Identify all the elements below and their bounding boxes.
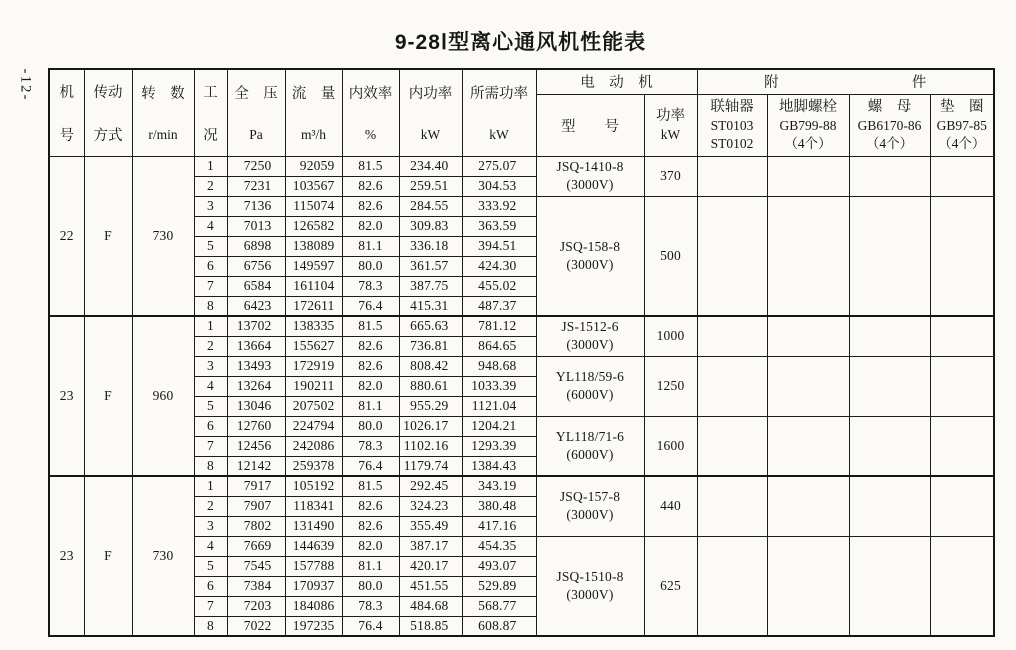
header-label: 型 号 bbox=[561, 118, 619, 135]
required-power-cell: 1033.39 bbox=[462, 376, 536, 396]
required-power-cell: 417.16 bbox=[462, 516, 536, 536]
header-spec: ST0102 bbox=[710, 135, 754, 151]
header-label: 所需功率 bbox=[470, 86, 528, 103]
header-spec: （4个） bbox=[938, 135, 986, 151]
efficiency-cell: 82.0 bbox=[342, 216, 399, 236]
table-row bbox=[49, 476, 994, 496]
condition-cell: 6 bbox=[194, 416, 227, 436]
pressure-cell: 13702 bbox=[227, 316, 285, 336]
pressure-cell: 12142 bbox=[227, 456, 285, 476]
efficiency-cell: 76.4 bbox=[342, 616, 399, 636]
flow-cell: 157788 bbox=[285, 556, 342, 576]
condition-cell: 6 bbox=[194, 576, 227, 596]
internal-power-cell: 387.17 bbox=[399, 536, 462, 556]
motor-model: YL118/59-6 bbox=[555, 368, 625, 384]
internal-power-cell: 1026.17 bbox=[399, 416, 462, 436]
required-power-cell: 1293.39 bbox=[462, 436, 536, 456]
motor-label bbox=[537, 318, 644, 354]
motor-model-cell bbox=[536, 356, 644, 416]
washer-cell bbox=[930, 536, 994, 636]
header-label-stack bbox=[768, 98, 849, 153]
internal-power-cell: 484.68 bbox=[399, 596, 462, 616]
header-label: 工 bbox=[203, 85, 218, 101]
header-label: 功率 bbox=[656, 107, 685, 124]
efficiency-cell: 78.3 bbox=[342, 596, 399, 616]
internal-power-cell: 420.17 bbox=[399, 556, 462, 576]
drive-cell: F bbox=[84, 316, 132, 476]
header-label: 转 数 bbox=[141, 86, 185, 103]
pressure-cell: 7203 bbox=[227, 596, 285, 616]
washer-cell bbox=[930, 416, 994, 476]
efficiency-cell: 78.3 bbox=[342, 436, 399, 456]
motor-model: JSQ-1510-8 bbox=[556, 568, 624, 584]
col-header-required-power bbox=[462, 69, 536, 156]
efficiency-cell: 82.6 bbox=[342, 196, 399, 216]
required-power-cell: 275.07 bbox=[462, 156, 536, 176]
coupling-cell bbox=[697, 356, 767, 416]
header-label-stack bbox=[400, 70, 462, 155]
motor-label bbox=[537, 238, 644, 274]
coupling-cell bbox=[697, 416, 767, 476]
header-unit: m³/h bbox=[300, 127, 327, 143]
nut-cell bbox=[849, 156, 930, 196]
motor-model-cell bbox=[536, 536, 644, 636]
washer-cell bbox=[930, 196, 994, 316]
flow-cell: 224794 bbox=[285, 416, 342, 436]
col-header-speed bbox=[132, 69, 194, 156]
motor-model: JSQ-157-8 bbox=[559, 489, 621, 505]
motor-model-cell bbox=[536, 416, 644, 476]
drive-cell: F bbox=[84, 476, 132, 636]
pressure-cell: 12760 bbox=[227, 416, 285, 436]
flow-cell: 144639 bbox=[285, 536, 342, 556]
efficiency-cell: 82.6 bbox=[342, 496, 399, 516]
motor-model: JS-1512-6 bbox=[561, 319, 619, 335]
required-power-cell: 568.77 bbox=[462, 596, 536, 616]
header-label-stack bbox=[343, 70, 399, 155]
efficiency-cell: 82.6 bbox=[342, 356, 399, 376]
header-label-stack bbox=[850, 98, 930, 153]
required-power-cell: 333.92 bbox=[462, 196, 536, 216]
condition-cell: 2 bbox=[194, 176, 227, 196]
anchor-bolt-cell bbox=[767, 356, 849, 416]
header-label-stack bbox=[463, 70, 536, 155]
pressure-cell: 6423 bbox=[227, 296, 285, 316]
header-label-stack bbox=[85, 70, 132, 155]
anchor-bolt-cell bbox=[767, 536, 849, 636]
condition-cell: 7 bbox=[194, 276, 227, 296]
nut-cell bbox=[849, 416, 930, 476]
coupling-header bbox=[697, 94, 767, 156]
motor-model-cell bbox=[536, 476, 644, 536]
header-label: 传动 bbox=[93, 85, 123, 101]
internal-power-cell: 1179.74 bbox=[399, 456, 462, 476]
efficiency-cell: 81.5 bbox=[342, 316, 399, 336]
internal-power-cell: 324.23 bbox=[399, 496, 462, 516]
pressure-cell: 7545 bbox=[227, 556, 285, 576]
col-header-pressure bbox=[227, 69, 285, 156]
condition-cell: 8 bbox=[194, 456, 227, 476]
flow-cell: 197235 bbox=[285, 616, 342, 636]
motor-voltage: (3000V) bbox=[566, 507, 614, 523]
anchor-bolt-cell bbox=[767, 156, 849, 196]
condition-cell: 2 bbox=[194, 336, 227, 356]
motor-power-cell: 440 bbox=[644, 476, 697, 536]
header-label: 全 压 bbox=[234, 86, 278, 103]
fan-performance-table bbox=[48, 68, 995, 637]
condition-cell: 5 bbox=[194, 396, 227, 416]
machine-no-cell: 22 bbox=[49, 156, 84, 316]
internal-power-cell: 355.49 bbox=[399, 516, 462, 536]
internal-power-cell: 451.55 bbox=[399, 576, 462, 596]
required-power-cell: 380.48 bbox=[462, 496, 536, 516]
flow-cell: 170937 bbox=[285, 576, 342, 596]
internal-power-cell: 309.83 bbox=[399, 216, 462, 236]
motor-power-cell: 1000 bbox=[644, 316, 697, 356]
coupling-cell bbox=[697, 316, 767, 356]
internal-power-cell: 284.55 bbox=[399, 196, 462, 216]
condition-cell: 4 bbox=[194, 376, 227, 396]
required-power-cell: 781.12 bbox=[462, 316, 536, 336]
flow-cell: 131490 bbox=[285, 516, 342, 536]
pressure-cell: 13046 bbox=[227, 396, 285, 416]
machine-no-cell: 23 bbox=[49, 316, 84, 476]
condition-cell: 8 bbox=[194, 296, 227, 316]
required-power-cell: 1204.21 bbox=[462, 416, 536, 436]
internal-power-cell: 259.51 bbox=[399, 176, 462, 196]
condition-cell: 7 bbox=[194, 596, 227, 616]
pressure-cell: 7907 bbox=[227, 496, 285, 516]
machine-no-cell: 23 bbox=[49, 476, 84, 636]
efficiency-cell: 82.0 bbox=[342, 536, 399, 556]
flow-cell: 259378 bbox=[285, 456, 342, 476]
header-unit: kW bbox=[420, 127, 441, 143]
coupling-cell bbox=[697, 156, 767, 196]
condition-cell: 6 bbox=[194, 256, 227, 276]
header-label: 内功率 bbox=[408, 86, 453, 103]
flow-cell: 126582 bbox=[285, 216, 342, 236]
header-unit: kW bbox=[489, 127, 509, 143]
flow-cell: 149597 bbox=[285, 256, 342, 276]
motor-voltage: (3000V) bbox=[566, 337, 614, 353]
condition-cell: 5 bbox=[194, 236, 227, 256]
condition-cell: 3 bbox=[194, 196, 227, 216]
col-header-condition bbox=[194, 69, 227, 156]
motor-model-header bbox=[536, 94, 644, 156]
motor-label bbox=[537, 428, 644, 464]
nut-cell bbox=[849, 536, 930, 636]
pressure-cell: 7669 bbox=[227, 536, 285, 556]
header-label: 况 bbox=[203, 127, 218, 144]
efficiency-cell: 76.4 bbox=[342, 456, 399, 476]
motor-power-cell: 625 bbox=[644, 536, 697, 636]
efficiency-cell: 80.0 bbox=[342, 256, 399, 276]
motor-label bbox=[537, 488, 644, 524]
condition-cell: 8 bbox=[194, 616, 227, 636]
condition-cell: 1 bbox=[194, 316, 227, 336]
header-label: 垫 圈 bbox=[940, 98, 984, 115]
motor-label bbox=[537, 158, 644, 194]
col-header-flow bbox=[285, 69, 342, 156]
washer-cell bbox=[930, 156, 994, 196]
condition-cell: 3 bbox=[194, 516, 227, 536]
header-unit: % bbox=[364, 127, 377, 143]
header-label-stack bbox=[645, 107, 697, 144]
nut-cell bbox=[849, 476, 930, 536]
col-header-efficiency bbox=[342, 69, 399, 156]
efficiency-cell: 81.1 bbox=[342, 236, 399, 256]
header-spec: （4个） bbox=[865, 135, 914, 151]
pressure-cell: 6584 bbox=[227, 276, 285, 296]
pressure-cell: 7250 bbox=[227, 156, 285, 176]
motor-power-cell: 370 bbox=[644, 156, 697, 196]
efficiency-cell: 81.1 bbox=[342, 556, 399, 576]
header-label: 附 bbox=[764, 75, 779, 92]
header-label-stack bbox=[698, 98, 767, 153]
condition-cell: 4 bbox=[194, 216, 227, 236]
nut-header bbox=[849, 94, 930, 156]
pressure-cell: 7384 bbox=[227, 576, 285, 596]
flow-cell: 138335 bbox=[285, 316, 342, 336]
accessories-group-header bbox=[697, 69, 994, 94]
motor-label bbox=[537, 568, 644, 604]
efficiency-cell: 81.5 bbox=[342, 156, 399, 176]
pressure-cell: 6756 bbox=[227, 256, 285, 276]
required-power-cell: 455.02 bbox=[462, 276, 536, 296]
required-power-cell: 493.07 bbox=[462, 556, 536, 576]
motor-power-header bbox=[644, 94, 697, 156]
drive-cell: F bbox=[84, 156, 132, 316]
flow-cell: 172611 bbox=[285, 296, 342, 316]
coupling-cell bbox=[697, 196, 767, 316]
condition-cell: 1 bbox=[194, 156, 227, 176]
accessories-group-label bbox=[698, 71, 994, 92]
flow-cell: 190211 bbox=[285, 376, 342, 396]
pressure-cell: 7802 bbox=[227, 516, 285, 536]
header-label: 机 bbox=[59, 85, 74, 101]
pressure-cell: 12456 bbox=[227, 436, 285, 456]
flow-cell: 172919 bbox=[285, 356, 342, 376]
table-header bbox=[49, 69, 994, 156]
pressure-cell: 13493 bbox=[227, 356, 285, 376]
header-spec: （4个） bbox=[784, 135, 832, 151]
condition-cell: 5 bbox=[194, 556, 227, 576]
internal-power-cell: 234.40 bbox=[399, 156, 462, 176]
header-unit: r/min bbox=[148, 127, 178, 143]
washer-cell bbox=[930, 356, 994, 416]
washer-header bbox=[930, 94, 994, 156]
efficiency-cell: 82.6 bbox=[342, 516, 399, 536]
header-label: 螺 母 bbox=[867, 98, 912, 115]
header-spec: GB799-88 bbox=[779, 117, 837, 133]
flow-cell: 184086 bbox=[285, 596, 342, 616]
anchor-bolt-cell bbox=[767, 416, 849, 476]
header-spec: GB97-85 bbox=[936, 117, 987, 133]
internal-power-cell: 415.31 bbox=[399, 296, 462, 316]
nut-cell bbox=[849, 316, 930, 356]
header-label: 联轴器 bbox=[710, 98, 754, 115]
motor-model-cell bbox=[536, 196, 644, 316]
motor-model: YL118/71-6 bbox=[555, 428, 625, 444]
flow-cell: 115074 bbox=[285, 196, 342, 216]
coupling-cell bbox=[697, 476, 767, 536]
anchor-bolt-cell bbox=[767, 196, 849, 316]
header-label-stack bbox=[228, 70, 285, 155]
condition-cell: 2 bbox=[194, 496, 227, 516]
header-label: 方式 bbox=[93, 127, 123, 144]
header-label-stack bbox=[931, 98, 994, 153]
flow-cell: 207502 bbox=[285, 396, 342, 416]
speed-cell: 730 bbox=[132, 476, 194, 636]
condition-cell: 1 bbox=[194, 476, 227, 496]
motor-voltage: (3000V) bbox=[566, 177, 614, 192]
header-label: 件 bbox=[911, 75, 927, 92]
required-power-cell: 487.37 bbox=[462, 296, 536, 316]
motor-model: JSQ-1410-8 bbox=[556, 158, 624, 174]
flow-cell: 103567 bbox=[285, 176, 342, 196]
internal-power-cell: 880.61 bbox=[399, 376, 462, 396]
internal-power-cell: 665.63 bbox=[399, 316, 462, 336]
flow-cell: 161104 bbox=[285, 276, 342, 296]
internal-power-cell: 955.29 bbox=[399, 396, 462, 416]
condition-cell: 3 bbox=[194, 356, 227, 376]
motor-voltage: (6000V) bbox=[566, 387, 614, 402]
header-label: 地脚螺栓 bbox=[779, 98, 837, 115]
header-label: 流 量 bbox=[291, 86, 336, 103]
header-label-stack bbox=[50, 70, 84, 155]
condition-cell: 7 bbox=[194, 436, 227, 456]
flow-cell: 242086 bbox=[285, 436, 342, 456]
efficiency-cell: 81.1 bbox=[342, 396, 399, 416]
header-label: 内效率 bbox=[348, 86, 393, 103]
motor-power-cell: 1250 bbox=[644, 356, 697, 416]
header-spec: GB6170-86 bbox=[857, 117, 922, 133]
efficiency-cell: 78.3 bbox=[342, 276, 399, 296]
efficiency-cell: 82.6 bbox=[342, 336, 399, 356]
table-body bbox=[49, 156, 994, 636]
internal-power-cell: 1102.16 bbox=[399, 436, 462, 456]
col-header-machine-no bbox=[49, 69, 84, 156]
required-power-cell: 864.65 bbox=[462, 336, 536, 356]
required-power-cell: 1384.43 bbox=[462, 456, 536, 476]
efficiency-cell: 76.4 bbox=[342, 296, 399, 316]
header-label-stack bbox=[286, 70, 342, 155]
required-power-cell: 424.30 bbox=[462, 256, 536, 276]
internal-power-cell: 292.45 bbox=[399, 476, 462, 496]
internal-power-cell: 736.81 bbox=[399, 336, 462, 356]
header-unit: kW bbox=[660, 126, 681, 142]
col-header-drive bbox=[84, 69, 132, 156]
required-power-cell: 948.68 bbox=[462, 356, 536, 376]
flow-cell: 138089 bbox=[285, 236, 342, 256]
required-power-cell: 454.35 bbox=[462, 536, 536, 556]
efficiency-cell: 82.6 bbox=[342, 176, 399, 196]
efficiency-cell: 80.0 bbox=[342, 416, 399, 436]
washer-cell bbox=[930, 476, 994, 536]
motor-voltage: (6000V) bbox=[566, 446, 614, 462]
pressure-cell: 7917 bbox=[227, 476, 285, 496]
internal-power-cell: 361.57 bbox=[399, 256, 462, 276]
header-spec: ST0103 bbox=[710, 117, 754, 133]
header-label: 号 bbox=[59, 127, 74, 144]
speed-cell: 730 bbox=[132, 156, 194, 316]
anchor-bolt-cell bbox=[767, 316, 849, 356]
required-power-cell: 343.19 bbox=[462, 476, 536, 496]
flow-cell: 118341 bbox=[285, 496, 342, 516]
required-power-cell: 608.87 bbox=[462, 616, 536, 636]
efficiency-cell: 80.0 bbox=[342, 576, 399, 596]
flow-cell: 155627 bbox=[285, 336, 342, 356]
header-unit: Pa bbox=[249, 127, 263, 143]
speed-cell: 960 bbox=[132, 316, 194, 476]
motor-model-cell bbox=[536, 156, 644, 196]
efficiency-cell: 81.5 bbox=[342, 476, 399, 496]
pressure-cell: 7013 bbox=[227, 216, 285, 236]
pressure-cell: 13264 bbox=[227, 376, 285, 396]
col-header-internal-power bbox=[399, 69, 462, 156]
page-title: 9-28Ⅰ型离心通风机性能表 bbox=[394, 31, 647, 54]
motor-power-cell: 500 bbox=[644, 196, 697, 316]
required-power-cell: 304.53 bbox=[462, 176, 536, 196]
page-number-side-label: -12- bbox=[17, 68, 34, 102]
flow-cell: 92059 bbox=[285, 156, 342, 176]
required-power-cell: 1121.04 bbox=[462, 396, 536, 416]
internal-power-cell: 387.75 bbox=[399, 276, 462, 296]
pressure-cell: 6898 bbox=[227, 236, 285, 256]
washer-cell bbox=[930, 316, 994, 356]
required-power-cell: 529.89 bbox=[462, 576, 536, 596]
efficiency-cell: 82.0 bbox=[342, 376, 399, 396]
header-label-stack bbox=[133, 70, 194, 155]
pressure-cell: 7136 bbox=[227, 196, 285, 216]
pressure-cell: 7022 bbox=[227, 616, 285, 636]
condition-cell: 4 bbox=[194, 536, 227, 556]
internal-power-cell: 808.42 bbox=[399, 356, 462, 376]
coupling-cell bbox=[697, 536, 767, 636]
header-label-stack bbox=[195, 70, 227, 155]
nut-cell bbox=[849, 196, 930, 316]
internal-power-cell: 518.85 bbox=[399, 616, 462, 636]
motor-voltage: (3000V) bbox=[566, 586, 614, 602]
nut-cell bbox=[849, 356, 930, 416]
internal-power-cell: 336.18 bbox=[399, 236, 462, 256]
motor-model-cell bbox=[536, 316, 644, 356]
motor-group-header: 电 动 机 bbox=[536, 69, 697, 94]
table-row bbox=[49, 316, 994, 336]
pressure-cell: 7231 bbox=[227, 176, 285, 196]
flow-cell: 105192 bbox=[285, 476, 342, 496]
motor-voltage: (3000V) bbox=[566, 256, 614, 272]
anchor-bolt-cell bbox=[767, 476, 849, 536]
motor-label bbox=[537, 368, 644, 404]
table-row bbox=[49, 156, 994, 176]
required-power-cell: 394.51 bbox=[462, 236, 536, 256]
motor-model: JSQ-158-8 bbox=[559, 238, 621, 254]
motor-power-cell: 1600 bbox=[644, 416, 697, 476]
anchor-bolt-header bbox=[767, 94, 849, 156]
required-power-cell: 363.59 bbox=[462, 216, 536, 236]
pressure-cell: 13664 bbox=[227, 336, 285, 356]
